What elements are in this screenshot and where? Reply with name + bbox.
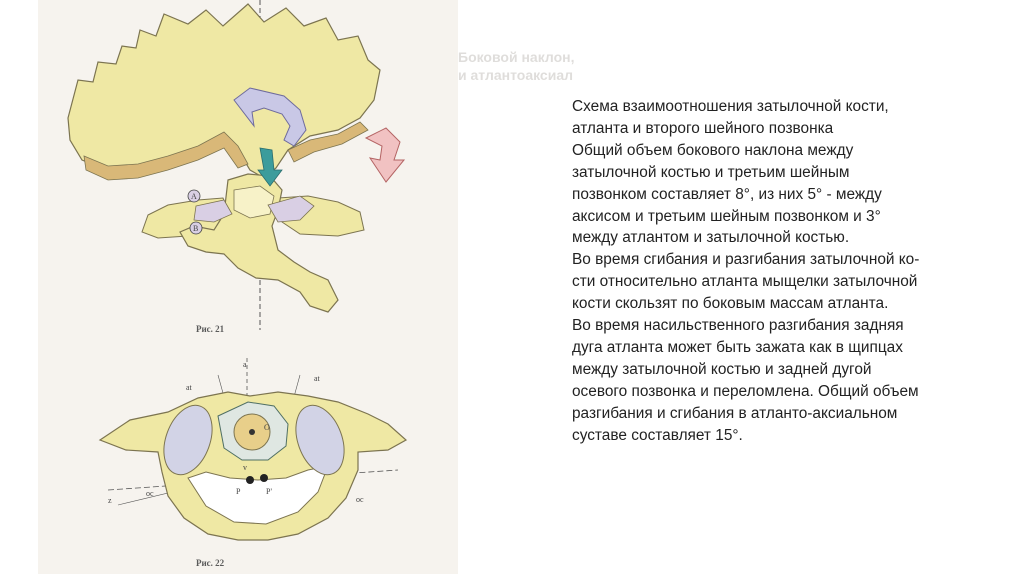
- label-p: P: [236, 487, 241, 496]
- label-z: z: [108, 496, 112, 505]
- atlas-axis-vertebrae: [142, 174, 364, 312]
- background-ghost-text: [458, 48, 578, 84]
- text-line: затылочной костью и третьим шейным: [572, 163, 850, 181]
- text-line: сти относительно атланта мыщелки затылочной: [572, 273, 918, 291]
- label-oc-left: oc: [146, 489, 154, 498]
- circle-a-label: A: [191, 192, 197, 201]
- text-line: Схема взаимоотношения затылочной кости,: [572, 98, 889, 115]
- text-line: разгибания и сгибания в атланто-аксиальном: [572, 404, 898, 422]
- label-a-marker: [188, 190, 200, 202]
- anatomy-figure-panel: [38, 0, 575, 574]
- point-p: [246, 476, 254, 484]
- text-line: суставе составляет 15°.: [572, 426, 743, 444]
- text-line: между атлантом и затылочной костью.: [572, 229, 850, 247]
- text-line: кости скользят по боковым массам атланта.: [572, 295, 889, 313]
- circle-b-label: B: [193, 224, 199, 233]
- text-line: атланта и второго шейного позвонка: [572, 119, 834, 137]
- description-text: [572, 96, 982, 447]
- point-p-prime: [260, 474, 268, 482]
- label-b-marker: [190, 222, 202, 234]
- text-line: позвонком составляет 8°, из них 5° - между: [572, 185, 882, 203]
- figure-caption-top: Рис. 21: [196, 324, 225, 334]
- occipital-bone: [68, 4, 380, 180]
- label-oc-right: oc: [356, 495, 364, 504]
- label-v: v: [243, 463, 247, 472]
- anatomy-illustration: [38, 0, 458, 574]
- label-center-o: O: [264, 423, 270, 432]
- text-line: осевого позвонка и переломлена. Общий объем: [572, 382, 919, 400]
- ghost-text-line: Боковой наклон,: [458, 49, 575, 65]
- text-line: дуга атланта может быть зажата как в щипцах: [572, 338, 903, 356]
- text-line: аксисом и третьим шейным позвонком и 3°: [572, 207, 881, 225]
- label-at-left: at: [186, 383, 192, 392]
- ghost-text-line: и атлантоаксиал: [458, 67, 573, 83]
- label-at-right: at: [314, 374, 320, 383]
- text-line: между затылочной костью и задней дугой: [572, 360, 872, 378]
- text-line: Во время насильственного разгибания задняя: [572, 317, 904, 335]
- label-a-axis: a: [243, 360, 247, 369]
- text-line: Во время сгибания и разгибания затылочной ко-: [572, 251, 920, 269]
- label-p-prime: P': [266, 487, 272, 496]
- text-line: Общий объем бокового наклона между: [572, 141, 854, 159]
- figure-caption-bottom: Рис. 22: [196, 558, 225, 568]
- atlas-top-view: [100, 392, 406, 540]
